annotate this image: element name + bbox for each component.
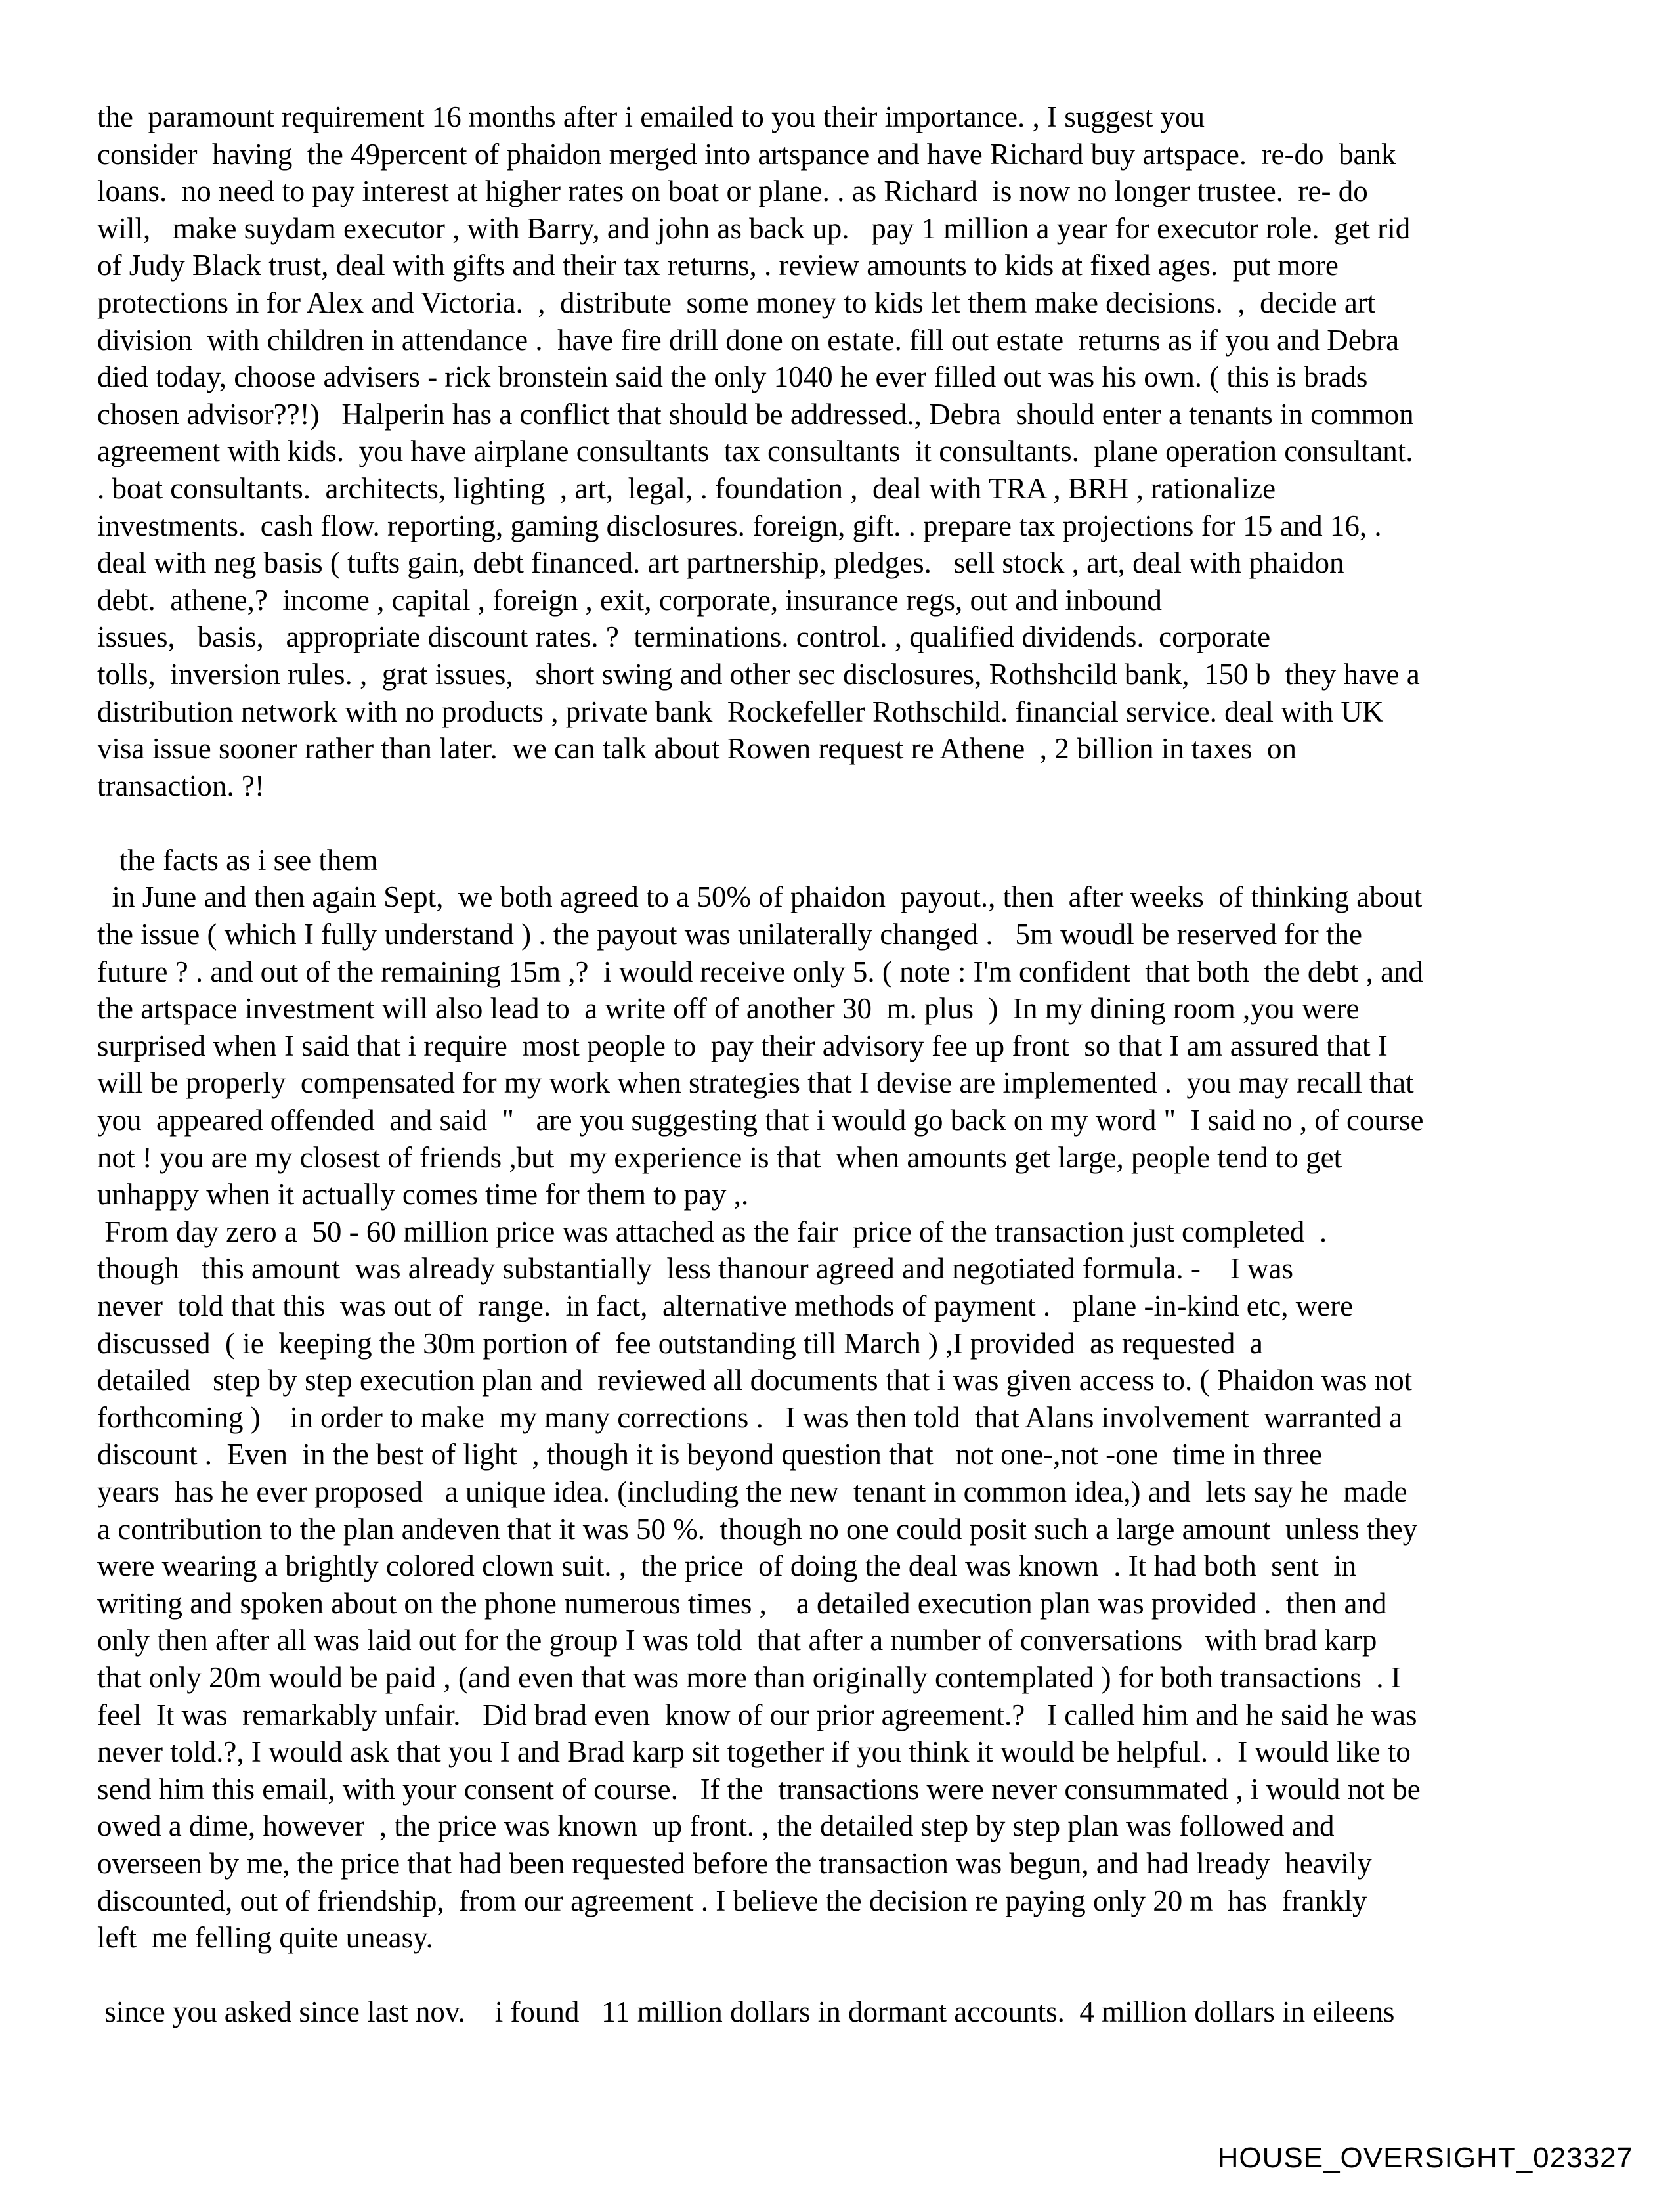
text-line: the artspace investment will also lead to a write off of another 30 m. plus ) In my dining room ,you were [97, 992, 1360, 1026]
text-line: of Judy Black trust, deal with gifts and their tax returns, . review amounts to kids at fixed ages. put more [97, 249, 1339, 282]
text-line: discounted, out of friendship, from our agreement . I believe the decision re paying only 20 m has frankly [97, 1884, 1367, 1917]
text-line: the paramount requirement 16 months after i emailed to you their importance. , I suggest you [97, 100, 1205, 133]
text-line: transaction. ?! [97, 769, 265, 802]
text-line: never told that this was out of range. in fact, alternative methods of payment . plane -in-kind etc, were [97, 1290, 1354, 1322]
text-line: surprised when I said that i require most people to pay their advisory fee up front so that I am assured that I [97, 1029, 1388, 1062]
text-line: agreement with kids. you have airplane consultants tax consultants it consultants. plane operation consultant. [97, 435, 1413, 468]
text-line: consider having the 49percent of phaidon merged into artspance and have Richard buy artspace. re-do bank [97, 137, 1396, 171]
text-line: unhappy when it actually comes time for them to pay ,. [97, 1178, 749, 1211]
text-line: deal with neg basis ( tufts gain, debt financed. art partnership, pledges. sell stock , art, deal with phaidon [97, 546, 1344, 580]
text-line: died today, choose advisers - rick bronstein said the only 1040 he ever filled out was his own. ( this is brads [97, 360, 1368, 394]
text-line: distribution network with no products , private bank Rockefeller Rothschild. financial service. deal with UK [97, 695, 1384, 728]
text-line: feel It was remarkably unfair. Did brad even know of our prior agreement.? I called him and he said he was [97, 1698, 1417, 1731]
text-line: a contribution to the plan andeven that it was 50 %. though no one could posit such a large amount unless they [97, 1512, 1418, 1546]
text-line: will, make suydam executor , with Barry, and john as back up. pay 1 million a year for executor role. get rid [97, 211, 1411, 245]
text-line: only then after all was laid out for the group I was told that after a number of conversations with brad karp [97, 1624, 1377, 1657]
text-line: From day zero a 50 - 60 million price was attached as the fair price of the transaction just completed . [97, 1215, 1327, 1248]
text-line: in June and then again Sept, we both agreed to a 50% of phaidon payout., then after weeks of thinking about [97, 880, 1423, 914]
text-line: left me felling quite uneasy. [97, 1921, 433, 1955]
text-line: tolls, inversion rules. , grat issues, short swing and other sec disclosures, Rothshcild bank, 150 b they have a [97, 657, 1420, 691]
text-line: writing and spoken about on the phone numerous times , a detailed execution plan was provided . then and [97, 1586, 1387, 1620]
text-line: the issue ( which I fully understand ) . the payout was unilaterally changed . 5m woudl be reserved for the [97, 918, 1362, 951]
text-line: investments. cash flow. reporting, gaming disclosures. foreign, gift. . prepare tax projections for 15 and 16, . [97, 509, 1382, 542]
text-line: not ! you are my closest of friends ,but my experience is that when amounts get large, people tend to get [97, 1140, 1342, 1174]
text-line: chosen advisor??!) Halperin has a conflict that should be addressed., Debra should enter a tenants in common [97, 397, 1414, 431]
text-line: forthcoming ) in order to make my many corrections . I was then told that Alans involvement warranted a [97, 1400, 1403, 1434]
text-line: issues, basis, appropriate discount rates. ? terminations. control. , qualified dividends. corporate [97, 620, 1271, 654]
text-line: owed a dime, however , the price was known up front. , the detailed step by step plan was followed and [97, 1810, 1335, 1843]
text-line: . boat consultants. architects, lighting , art, legal, . foundation , deal with TRA , BRH , rationalize [97, 471, 1276, 505]
bates-stamp: HOUSE_OVERSIGHT_023327 [1217, 2142, 1633, 2174]
text-line: will be properly compensated for my work when strategies that I devise are implemented . you may recall that [97, 1066, 1414, 1100]
text-line: since you asked since last nov. i found 11 million dollars in dormant accounts. 4 million dollars in eileens [97, 1995, 1395, 2029]
text-line: debt. athene,? income , capital , foreign , exit, corporate, insurance regs, out and inbound [97, 583, 1162, 617]
blank-line [97, 1957, 1607, 1994]
text-line: though this amount was already substantially less thanour agreed and negotiated formula. - I was [97, 1252, 1294, 1286]
text-line: were wearing a brightly colored clown suit. , the price of doing the deal was known . It had both sent in [97, 1550, 1357, 1583]
text-line: years has he ever proposed a unique idea. (including the new tenant in common idea,) and lets say he made [97, 1475, 1407, 1508]
text-line: future ? . and out of the remaining 15m ,? i would receive only 5. ( note : I'm confident that both the debt , and [97, 955, 1424, 988]
document-body [97, 98, 1607, 2031]
text-line: protections in for Alex and Victoria. , distribute some money to kids let them make decisions. , decide art [97, 286, 1376, 319]
text-line: never told.?, I would ask that you I and Brad karp sit together if you think it would be helpful. . I would like to [97, 1735, 1411, 1769]
blank-line [97, 804, 1607, 842]
text-line: that only 20m would be paid , (and even that was more than originally contemplated ) for both transactions . I [97, 1660, 1401, 1694]
text-line: visa issue sooner rather than later. we can talk about Rowen request re Athene , 2 billion in taxes on [97, 732, 1297, 766]
text-line: overseen by me, the price that had been requested before the transaction was begun, and had lready heavily [97, 1846, 1372, 1880]
text-line: send him this email, with your consent of course. If the transactions were never consummated , i would not be [97, 1772, 1421, 1806]
text-line: detailed step by step execution plan and reviewed all documents that i was given access to. ( Phaidon was not [97, 1364, 1413, 1397]
text-line: division with children in attendance . have fire drill done on estate. fill out estate returns as if you and Debra [97, 323, 1400, 357]
text-line: loans. no need to pay interest at higher rates on boat or plane. . as Richard is now no longer trustee. re- do [97, 175, 1368, 208]
text-line: you appeared offended and said " are you suggesting that i would go back on my word " I said no , of course [97, 1104, 1424, 1137]
text-line: discount . Even in the best of light , though it is beyond question that not one-,not -one time in three [97, 1438, 1322, 1471]
text-line: discussed ( ie keeping the 30m portion of fee outstanding till March ) ,I provided as requested a [97, 1326, 1263, 1360]
text-line: the facts as i see them [97, 843, 378, 877]
